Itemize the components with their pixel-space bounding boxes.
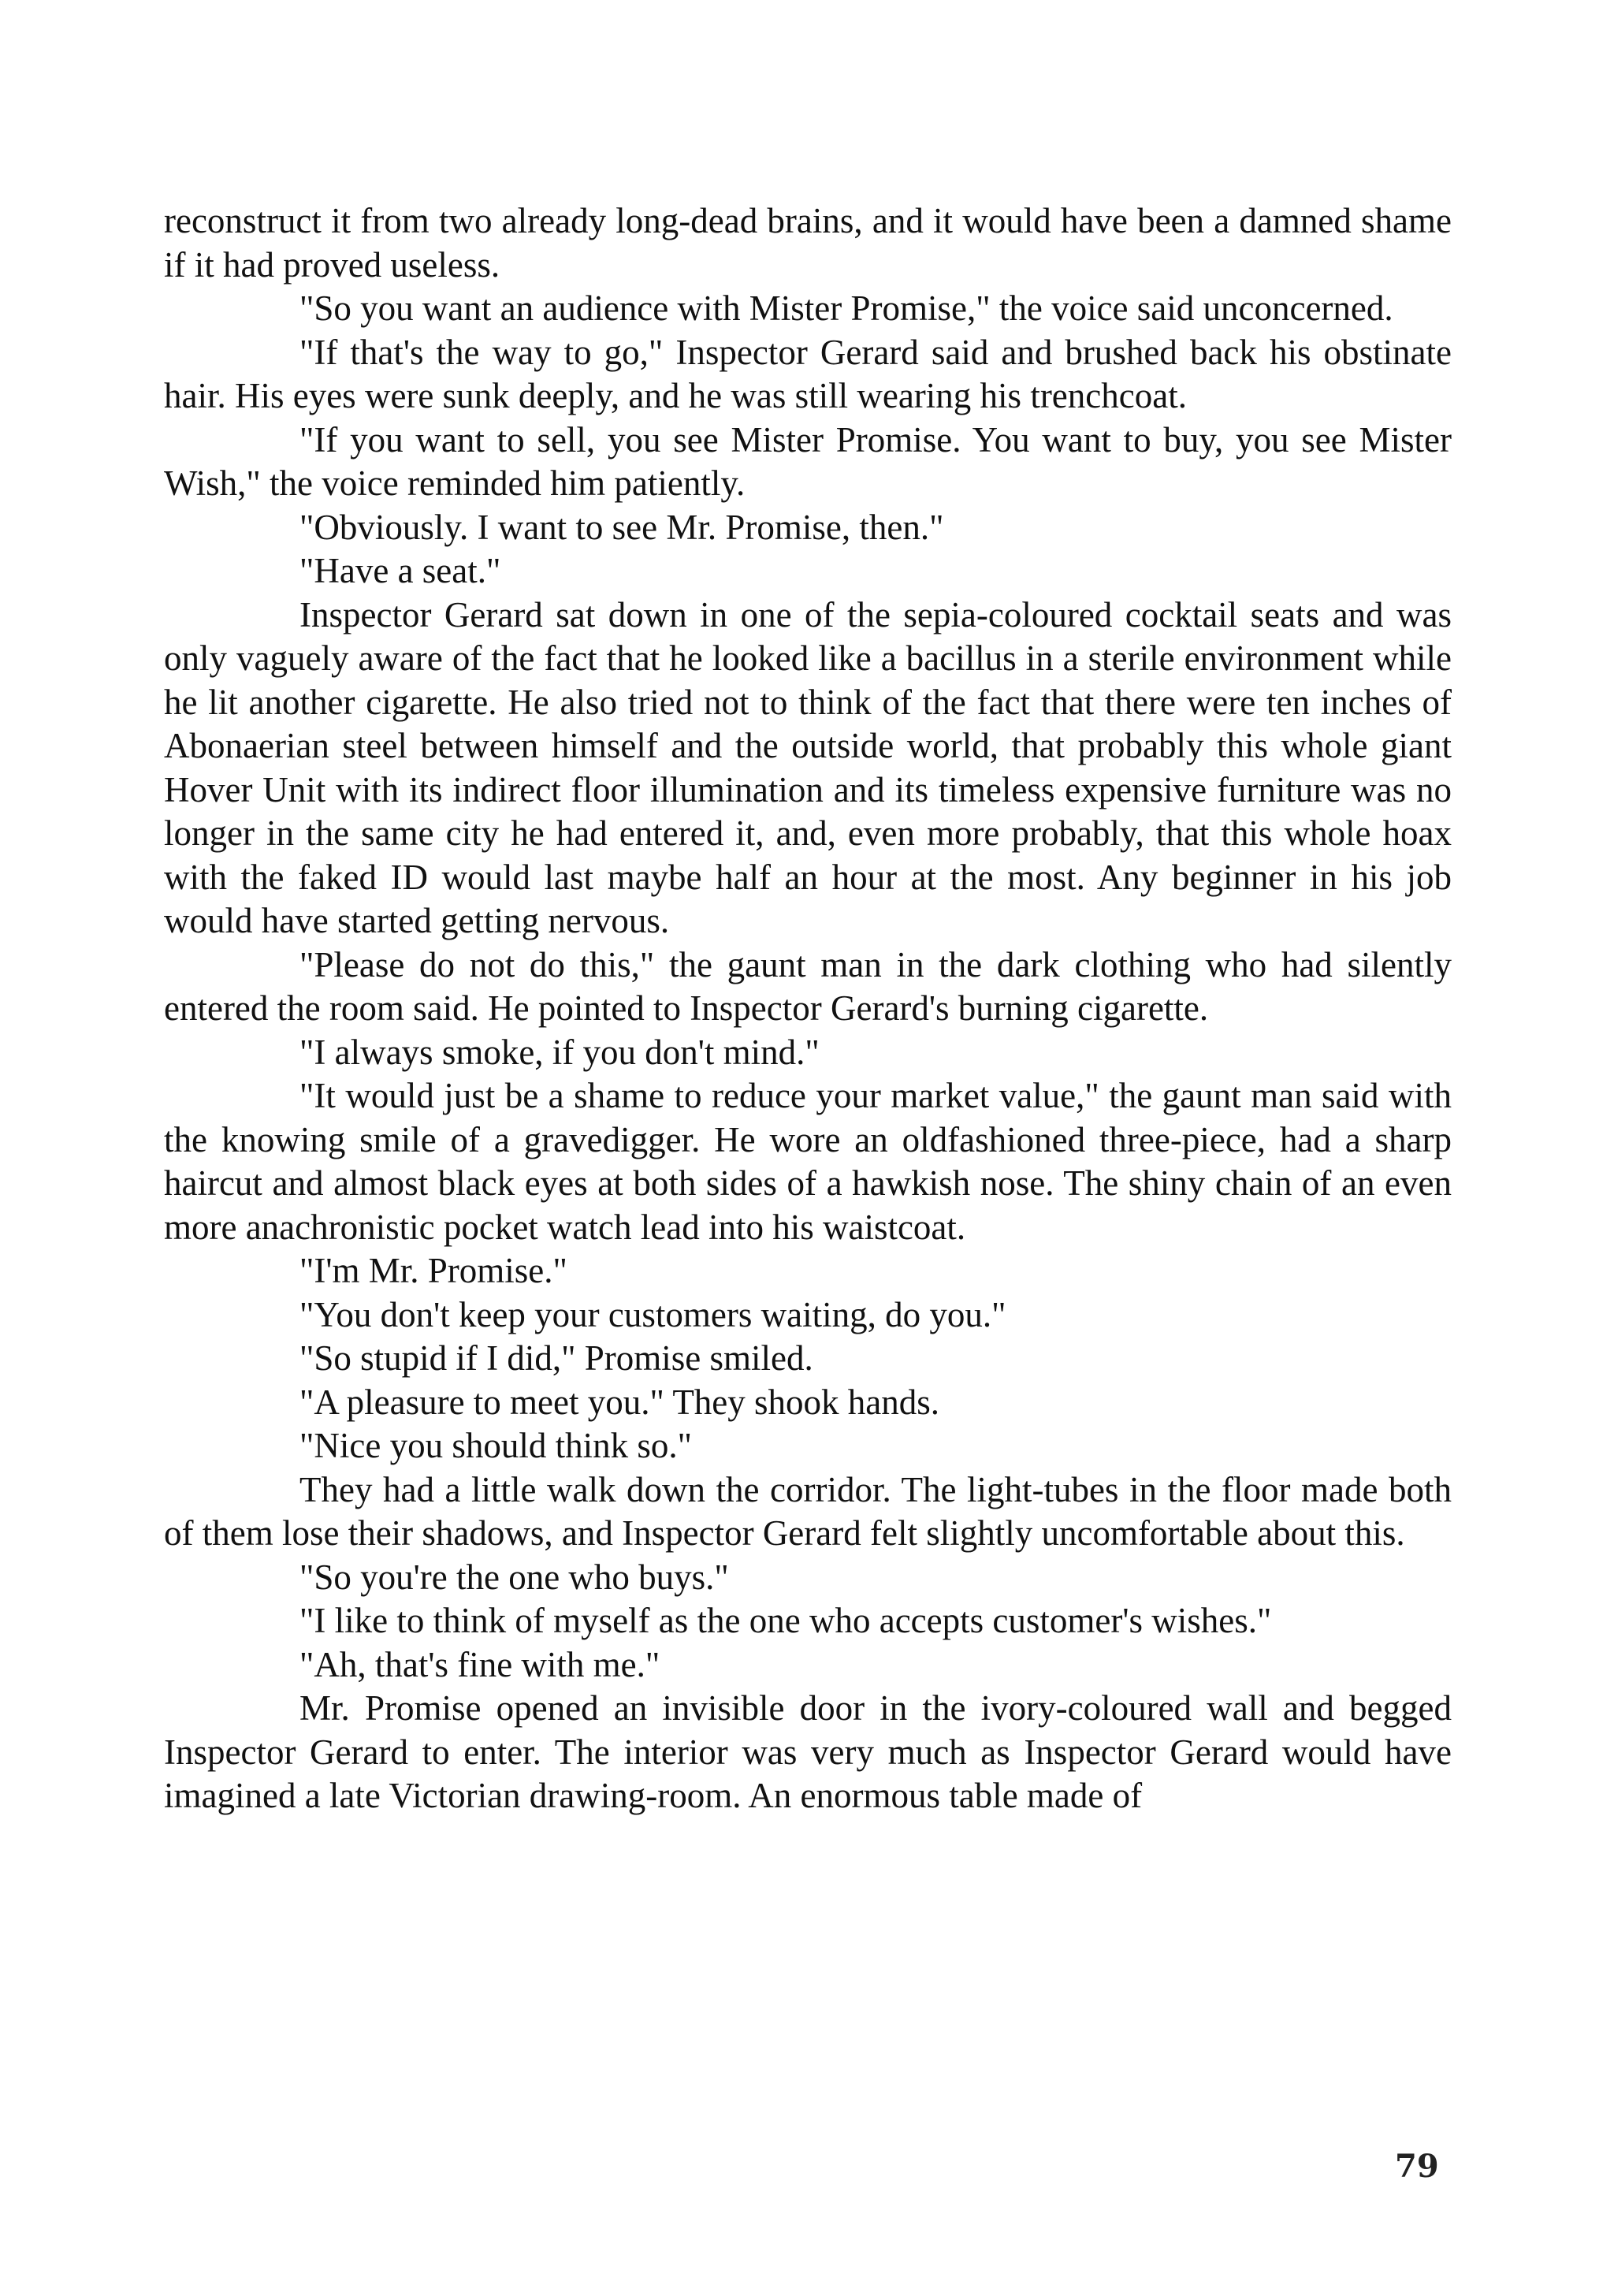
paragraph: "Please do not do this," the gaunt man in the dark clothing who had silently entered the room said. He pointed to Inspector Gerard's burning cigarette. (164, 944, 1452, 1028)
paragraph: Inspector Gerard sat down in one of the sepia-coloured cocktail seats and was only vaguely aware of the fact that he looked like a bacillus in a sterile environment while he lit another cigarette. He also tried not to think of the fact that there were ten inches of Abonaerian steel between himself and the outside world, that probably this whole giant Hover Unit with its indirect floor illumination and its timeless expensive furniture was no longer in the same city he had entered it, and, even more probably, that this whole hoax with the faked ID would last maybe half an hour at the most. Any beginner in his job would have started getting nervous. (164, 594, 1452, 940)
paragraph: "I'm Mr. Promise." (299, 1251, 567, 1290)
paragraph: "I like to think of myself as the one who accepts customer's wishes." (299, 1601, 1272, 1640)
paragraph: "So you want an audience with Mister Promise," the voice said unconcerned. (299, 288, 1393, 328)
paragraph: "If that's the way to go," Inspector Gerard said and brushed back his obstinate hair. His eyes were sunk deeply, and he was still wearing his trenchcoat. (164, 332, 1452, 415)
page-body (164, 199, 1452, 1818)
page-number: 79 (1395, 2148, 1439, 2185)
paragraph: "Ah, that's fine with me." (299, 1644, 660, 1684)
paragraph: "If you want to sell, you see Mister Promise. You want to buy, you see Mister Wish," the voice reminded him patiently. (164, 419, 1452, 503)
paragraph: "So you're the one who buys." (299, 1557, 729, 1597)
paragraph: They had a little walk down the corridor. The light-tubes in the floor made both of them lose their shadows, and Inspector Gerard felt slightly uncomfortable about this. (164, 1469, 1452, 1553)
paragraph: "You don't keep your customers waiting, do you." (299, 1294, 1006, 1334)
paragraph: "A pleasure to meet you." They shook hands. (299, 1382, 940, 1422)
paragraph: Mr. Promise opened an invisible door in the ivory-coloured wall and begged Inspector Gerard to enter. The interior was very much as Inspector Gerard would have imagined a late Victorian drawing-room. An enormous table made of (164, 1688, 1452, 1815)
paragraph: "Nice you should think so." (299, 1426, 692, 1465)
paragraph: "It would just be a shame to reduce your market value," the gaunt man said with the knowing smile of a gravedigger. He wore an oldfashioned three-piece, had a sharp haircut and almost black eyes at both sides of a hawkish nose. The shiny chain of an even more anachronistic pocket watch lead into his waistcoat. (164, 1076, 1452, 1247)
paragraph-continuation: reconstruct it from two already long-dead brains, and it would have been a damned shame if it had proved useless. (164, 201, 1452, 285)
paragraph: "Have a seat." (299, 551, 501, 590)
paragraph: "Obviously. I want to see Mr. Promise, then." (299, 507, 944, 547)
paragraph: "So stupid if I did," Promise smiled. (299, 1338, 813, 1378)
paragraph: "I always smoke, if you don't mind." (299, 1032, 820, 1072)
